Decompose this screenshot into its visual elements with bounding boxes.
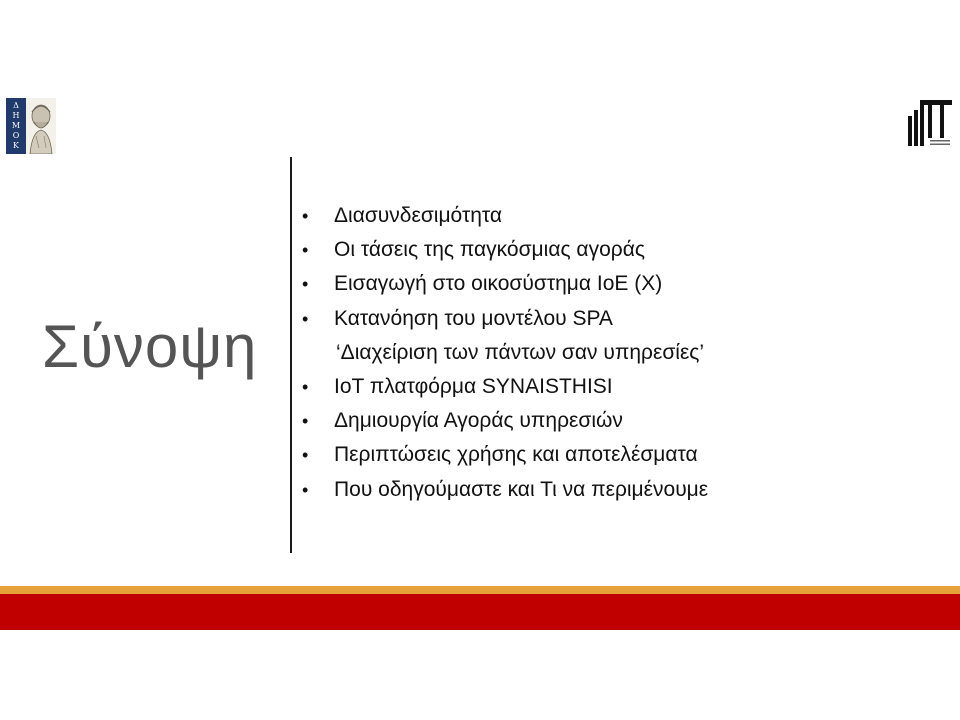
summary-list xyxy=(296,204,896,512)
footer-band-orange xyxy=(0,586,960,594)
bullet-icon: • xyxy=(302,411,309,432)
list-item xyxy=(296,478,896,512)
bullet-icon: • xyxy=(302,445,309,466)
list-item-text: Που οδηγούμαστε και Τι να περιμένουμε xyxy=(334,477,709,501)
logo-letter: Η xyxy=(12,111,20,120)
list-item xyxy=(296,443,896,477)
list-item-text: ‘Διαχείριση των πάντων σαν υπηρεσίες’ xyxy=(336,340,705,364)
list-item-text: Διασυνδεσιμότητα xyxy=(334,204,503,227)
list-item xyxy=(296,238,896,272)
list-item xyxy=(296,375,896,409)
logo-letter: Κ xyxy=(13,141,19,150)
list-item-continuation xyxy=(296,341,896,375)
logo-letter: Μ xyxy=(11,121,21,130)
list-item xyxy=(296,409,896,443)
list-item xyxy=(296,272,896,306)
list-item-text: Περιπτώσεις χρήσης και αποτελέσματα xyxy=(334,443,698,467)
vertical-divider xyxy=(290,157,292,553)
list-item-text: Εισαγωγή στο οικοσύστημα IoE (X) xyxy=(334,272,663,296)
list-item-text: IoT πλατφόρμα SYNAISTHISI xyxy=(334,374,613,398)
logo-letter: Ο xyxy=(12,131,20,140)
demokritos-logo-icon xyxy=(6,98,56,154)
bust-icon xyxy=(26,98,56,154)
bullet-icon: • xyxy=(302,308,309,329)
list-item xyxy=(296,204,896,238)
list-item-text: Οι τάσεις της παγκόσμιας αγοράς xyxy=(334,238,645,262)
bullet-icon: • xyxy=(302,479,309,500)
institute-logo-icon xyxy=(906,96,954,150)
list-item-text: Κατανόηση του μοντέλου SPA xyxy=(334,306,613,330)
bullet-icon: • xyxy=(302,240,309,261)
list-item xyxy=(296,307,896,341)
bullet-icon: • xyxy=(302,274,309,295)
bullet-icon: • xyxy=(302,206,309,226)
list-item-text: Δημιουργία Αγοράς υπηρεσιών xyxy=(334,409,623,433)
bullet-icon: • xyxy=(302,376,309,397)
logo-letter: Δ xyxy=(13,101,19,110)
logo-letter-bar xyxy=(6,98,26,154)
slide-title: Σύνοψη xyxy=(42,313,258,380)
footer-band-red xyxy=(0,594,960,630)
